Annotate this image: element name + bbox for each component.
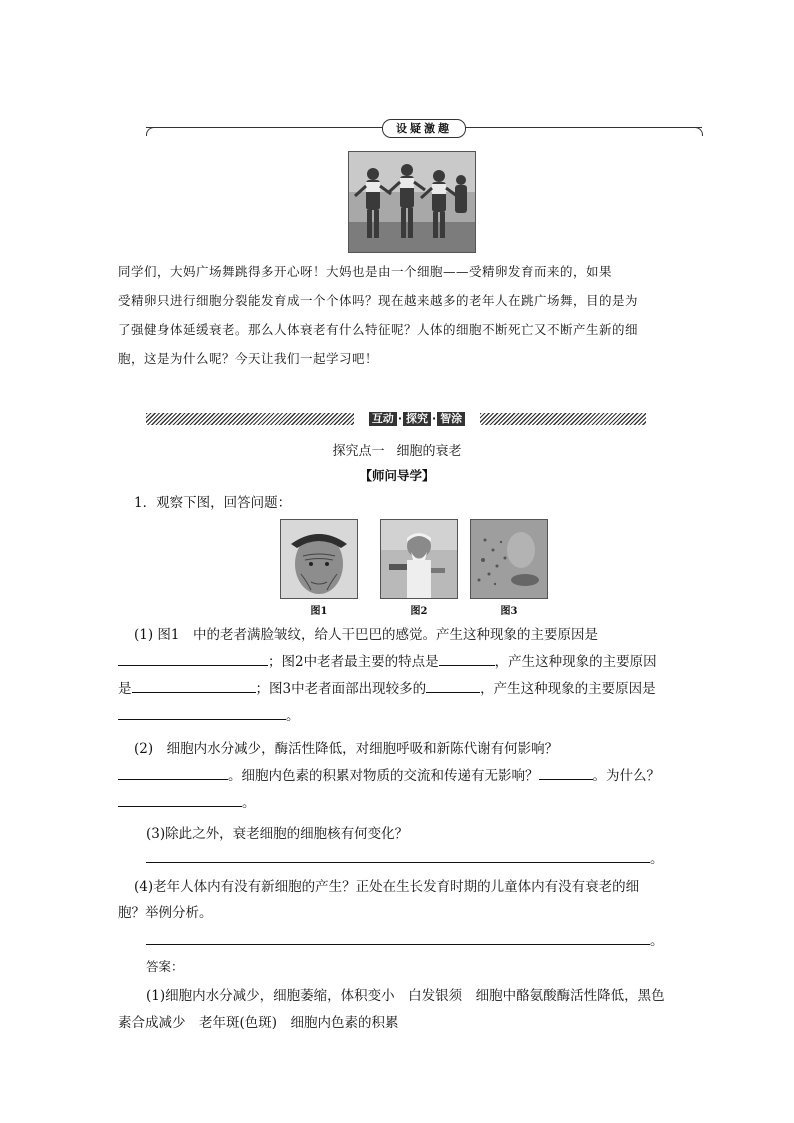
p1-text-3a: 是 bbox=[118, 681, 132, 697]
p2-end: 。 bbox=[242, 795, 256, 811]
square-dance-photo bbox=[348, 151, 476, 253]
p2-blank-1[interactable] bbox=[118, 765, 228, 780]
p1-line-1: (1) 图1 中的老者满脸皱纹，给人干巴巴的感觉。产生这种现象的主要原因是 bbox=[134, 627, 599, 643]
banner-mid-word-3: 智涂 bbox=[437, 412, 465, 426]
p3-end: 。 bbox=[650, 851, 664, 867]
section-number: 探究点一 bbox=[332, 444, 385, 459]
banner-mid-stripe-right bbox=[480, 413, 646, 425]
banner-mid-label bbox=[354, 412, 480, 426]
p1-line-2 bbox=[118, 649, 678, 675]
banner-mid-dot-1: · bbox=[397, 412, 402, 425]
p4-line-1: (4)老年人体内有没有新细胞的产生？正处在生长发育时期的儿童体内有没有衰老的细 bbox=[134, 879, 640, 895]
p1-text-3c: ，产生这种现象的主要原因是 bbox=[480, 681, 656, 697]
answer-label: 答案： bbox=[146, 959, 184, 974]
p3-line-2 bbox=[146, 846, 706, 872]
p1-blank-3[interactable] bbox=[132, 678, 256, 693]
figure-2-white-hair bbox=[380, 519, 458, 599]
p2-line-3 bbox=[118, 790, 678, 816]
figure-1-wrinkled-face bbox=[280, 519, 358, 599]
p1-end: 。 bbox=[286, 708, 300, 724]
p1-line-4 bbox=[118, 703, 678, 729]
banner-top-cap-right bbox=[694, 127, 703, 136]
section-name: 细胞的衰老 bbox=[396, 444, 462, 459]
banner-mid-word-2: 探究 bbox=[403, 412, 431, 426]
section-title bbox=[0, 440, 794, 459]
p4-blank-1[interactable] bbox=[146, 930, 650, 945]
banner-mid bbox=[146, 413, 646, 425]
p3-blank-1[interactable] bbox=[146, 848, 650, 863]
p2-text-2b: 。为什么？ bbox=[592, 768, 660, 784]
p1-blank-1[interactable] bbox=[118, 651, 268, 666]
intro-line-1: 同学们，大妈广场舞跳得多开心呀！大妈也是由一个细胞——受精卵发育而来的，如果 bbox=[118, 264, 613, 279]
answer-line-1: (1)细胞内水分减少，细胞萎缩，体积变小 白发银须 细胞中酪氨酸酶活性降低，黑色 bbox=[146, 988, 665, 1004]
p4-end: 。 bbox=[650, 933, 664, 949]
banner-mid-dot-2: · bbox=[432, 412, 437, 425]
answer-line-2: 素合成减少 老年斑(色斑) 细胞内色素的积累 bbox=[118, 1015, 399, 1031]
banner-mid-stripe-left bbox=[146, 413, 354, 425]
p1-text-3b: ；图3中老者面部出现较多的 bbox=[255, 681, 427, 697]
p1-blank-2[interactable] bbox=[439, 651, 495, 666]
p3-line-1: (3)除此之外，衰老细胞的细胞核有何变化？ bbox=[146, 826, 409, 842]
p1-blank-4[interactable] bbox=[426, 678, 480, 693]
p1-line-3 bbox=[118, 676, 678, 702]
intro-line-4: 胞，这是为什么呢？今天让我们一起学习吧！ bbox=[118, 351, 379, 366]
p2-text-2a: 。细胞内色素的积累对物质的交流和传递有无影响？ bbox=[228, 768, 539, 784]
p1-text-2b: ，产生这种现象的主要原因 bbox=[494, 654, 657, 670]
banner-mid-word-1: 互动 bbox=[369, 412, 397, 426]
p4-line-3 bbox=[146, 928, 706, 954]
figure-1-caption: 图1 bbox=[310, 606, 328, 617]
figure-2-caption: 图2 bbox=[410, 606, 428, 617]
p1-text-2a: ；图2中老者最主要的特点是 bbox=[268, 654, 439, 670]
p4-line-2: 胞？举例分析。 bbox=[118, 905, 213, 921]
banner-top-cap-left bbox=[146, 127, 155, 136]
p2-blank-2[interactable] bbox=[539, 765, 593, 780]
question-1: 1．观察下图，回答问题： bbox=[134, 495, 292, 511]
p1-blank-5[interactable] bbox=[118, 705, 286, 720]
p2-line-2 bbox=[118, 763, 678, 789]
p2-blank-3[interactable] bbox=[118, 792, 242, 807]
banner-top-label: 设疑激趣 bbox=[382, 119, 466, 138]
intro-line-2: 受精卵只进行细胞分裂能发育成一个个体吗？现在越来越多的老年人在跳广场舞，目的是为 bbox=[118, 293, 639, 308]
guide-heading: 【师问导学】 bbox=[359, 468, 435, 483]
intro-line-3: 了强健身体延缓衰老。那么人体衰老有什么特征呢？人体的细胞不断死亡又不断产生新的细 bbox=[118, 322, 639, 337]
p2-line-1: (2) 细胞内水分减少，酶活性降低，对细胞呼吸和新陈代谢有何影响？ bbox=[134, 741, 559, 757]
figure-3-age-spots bbox=[470, 519, 548, 599]
figure-3-caption: 图3 bbox=[500, 606, 518, 617]
